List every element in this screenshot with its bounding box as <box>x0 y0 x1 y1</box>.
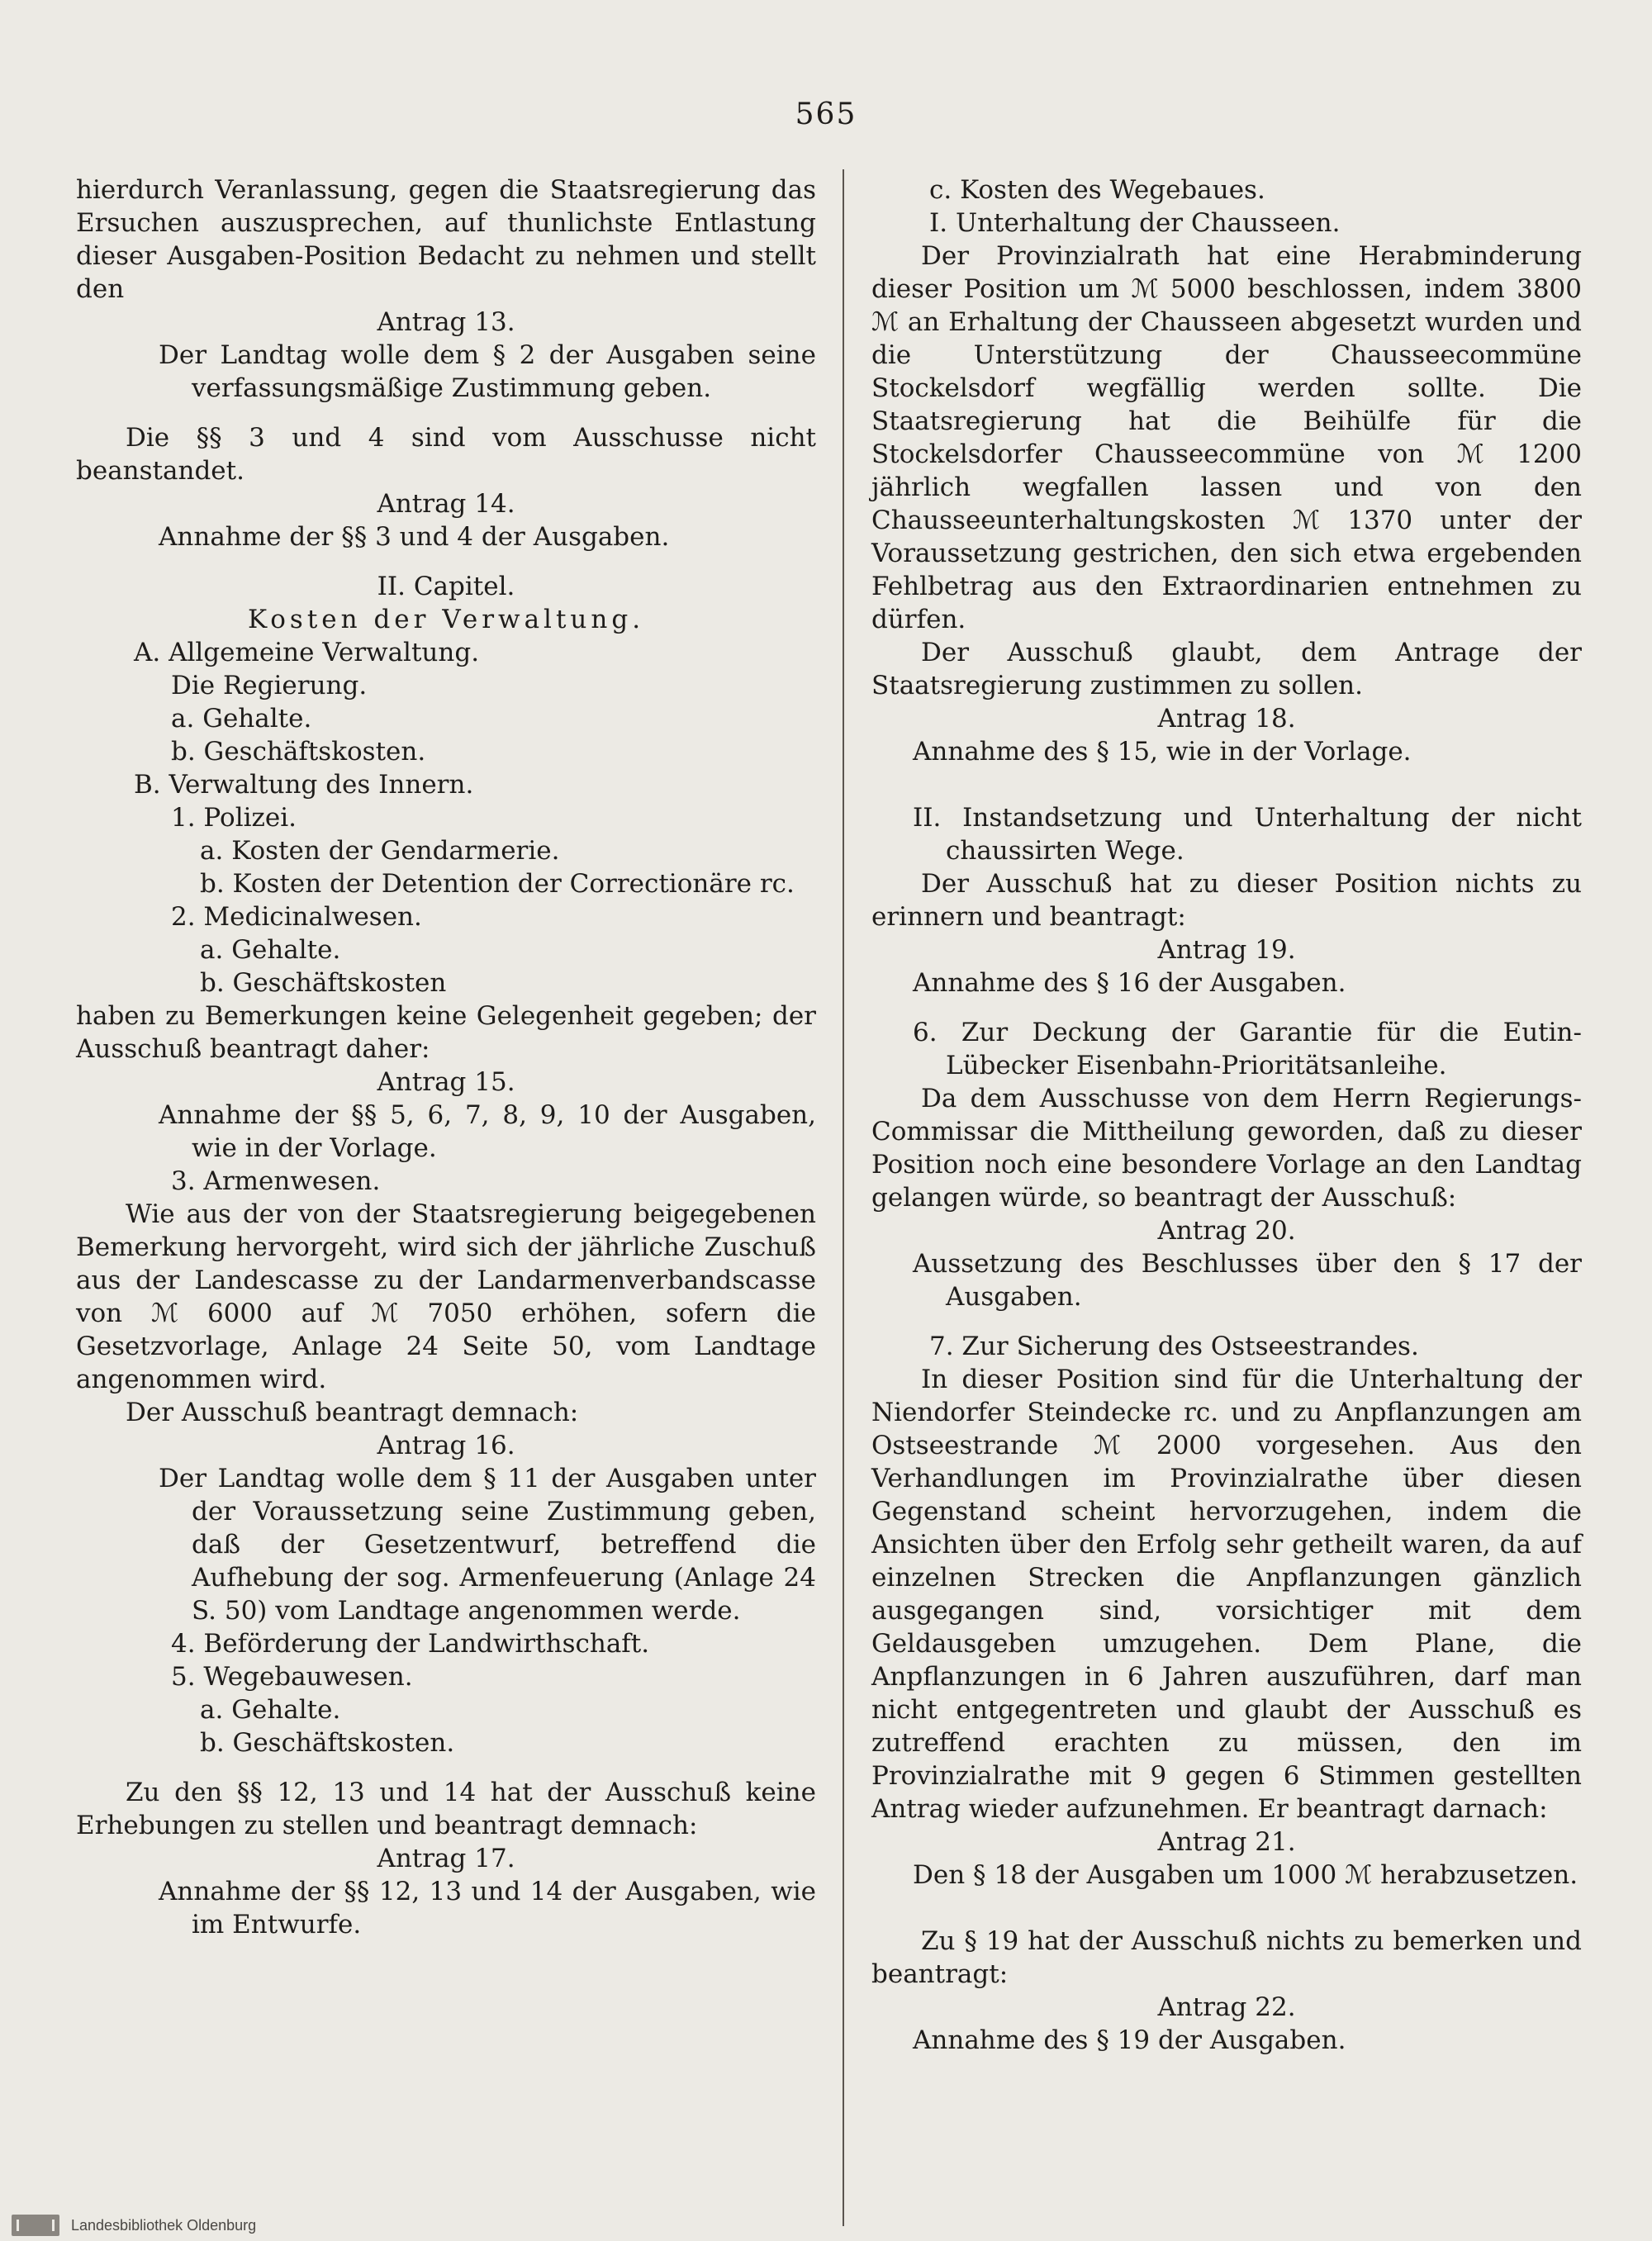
paragraph: Annahme der §§ 12, 13 und 14 der Ausgaben, wie im Entwurfe. <box>159 1877 816 1940</box>
paragraph: Wie aus der von der Staatsregierung beigegebenen Bemerkung hervorgeht, wird sich der jährliche Zuschuß aus der Landescasse zu der Landarmenverbandscasse von ℳ 6000 auf ℳ 7050 erhöhen, sofern die Gesetzvorlage, Anlage 24 Seite 50, vom Landtage angenommen wird. <box>76 1199 816 1394</box>
paragraph: Der Landtag wolle dem § 2 der Ausgaben seine verfassungsmäßige Zustimmung geben. <box>159 340 816 403</box>
paragraph: Da dem Ausschusse von dem Herrn Regierungs-Commissar die Mittheilung geworden, daß zu dieser Position noch eine besondere Vorlage an den Landtag gelangen würde, so beantragt der Ausschuß: <box>871 1084 1582 1213</box>
paragraph: 6. Zur Deckung der Garantie für die Eutin-Lübecker Eisenbahn-Prioritätsanleihe. <box>913 1018 1582 1080</box>
library-footer <box>12 2214 256 2237</box>
paragraph: I. Unterhaltung der Chausseen. <box>929 208 1341 238</box>
paragraph: Zu § 19 hat der Ausschuß nichts zu bemerken und beantragt: <box>871 1926 1582 1989</box>
paragraph: 5. Wegebauwesen. <box>171 1662 413 1692</box>
paragraph: b. Geschäftskosten. <box>200 1728 455 1758</box>
paragraph: b. Geschäftskosten <box>200 968 447 998</box>
paragraph: Antrag 21. <box>1157 1827 1296 1857</box>
paragraph: Der Provinzialrath hat eine Herabminderung dieser Position um ℳ 5000 beschlossen, indem 3800 ℳ an Erhaltung der Chausseen abgesetzt wurden und die Unterstützung der Chausseecommüne Stockelsdorf wegfällig werden sollte. Die Staatsregierung hat die Beihülfe für die Stockelsdorfer Chausseecommüne von ℳ 1200 jährlich wegfallen lassen und von den Chausseeunterhaltungskosten ℳ 1370 unter der Voraussetzung gestrichen, den sich etwa ergebenden Fehlbetrag aus den Extraordinarien entnehmen zu dürfen. <box>871 241 1582 634</box>
paragraph: Antrag 19. <box>1157 935 1296 965</box>
paragraph: 7. Zur Sicherung des Ostseestrandes. <box>929 1332 1419 1361</box>
paragraph: Annahme der §§ 5, 6, 7, 8, 9, 10 der Ausgaben, wie in der Vorlage. <box>159 1100 816 1163</box>
paragraph: Annahme des § 16 der Ausgaben. <box>913 968 1346 998</box>
paragraph: Kosten der Verwaltung. <box>247 605 645 634</box>
paragraph: a. Gehalte. <box>171 704 312 734</box>
paragraph: Annahme des § 19 der Ausgaben. <box>913 2025 1346 2055</box>
paragraph: 3. Armenwesen. <box>171 1166 381 1196</box>
paragraph: b. Kosten der Detention der Correctionäre rc. <box>200 869 795 899</box>
column-divider <box>843 169 844 2226</box>
left-column <box>76 173 816 1941</box>
paragraph: Der Landtag wolle dem § 11 der Ausgaben unter der Voraussetzung seine Zustimmung geben, daß der Gesetzentwurf, betreffend die Aufhebung der sog. Armenfeuerung (Anlage 24 S. 50) vom Landtage angenommen werde. <box>159 1464 816 1626</box>
paragraph: Annahme der §§ 3 und 4 der Ausgaben. <box>159 522 670 552</box>
paragraph: Antrag 16. <box>377 1431 515 1460</box>
paragraph: Der Ausschuß hat zu dieser Position nichts zu erinnern und beantragt: <box>871 869 1582 932</box>
paragraph: a. Gehalte. <box>200 935 341 965</box>
paragraph: Zu den §§ 12, 13 und 14 hat der Ausschuß keine Erhebungen zu stellen und beantragt demnach: <box>76 1778 816 1840</box>
paragraph: II. Instandsetzung und Unterhaltung der nicht chaussirten Wege. <box>913 803 1582 866</box>
paragraph: Die §§ 3 und 4 sind vom Ausschusse nicht beanstandet. <box>76 423 816 486</box>
paragraph: hierdurch Veranlassung, gegen die Staatsregierung das Ersuchen auszusprechen, auf thunlichste Entlastung dieser Ausgaben-Position Bedacht zu nehmen und stellt den <box>76 175 816 304</box>
paragraph: Den § 18 der Ausgaben um 1000 ℳ herabzusetzen. <box>913 1860 1578 1890</box>
paragraph: B. Verwaltung des Innern. <box>134 770 474 800</box>
paragraph: a. Gehalte. <box>200 1695 341 1725</box>
paragraph: Antrag 14. <box>377 489 515 519</box>
paragraph: Antrag 17. <box>377 1844 515 1873</box>
library-name: Landesbibliothek Oldenburg <box>71 2216 257 2234</box>
paragraph: Der Ausschuß beantragt demnach: <box>126 1398 579 1427</box>
paragraph: Antrag 22. <box>1157 1992 1296 2022</box>
library-logo-icon <box>12 2215 59 2236</box>
right-column <box>871 173 1582 2057</box>
paragraph: Antrag 20. <box>1157 1216 1296 1246</box>
paragraph: 4. Beförderung der Landwirthschaft. <box>171 1629 650 1659</box>
paragraph: A. Allgemeine Verwaltung. <box>134 638 480 667</box>
paragraph: a. Kosten der Gendarmerie. <box>200 836 560 866</box>
page-number: 565 <box>795 97 857 131</box>
paragraph: II. Capitel. <box>377 572 515 601</box>
paragraph: Annahme des § 15, wie in der Vorlage. <box>913 737 1412 767</box>
paragraph: Antrag 18. <box>1157 704 1296 734</box>
paragraph: Der Ausschuß glaubt, dem Antrage der Staatsregierung zustimmen zu sollen. <box>871 638 1582 700</box>
paragraph: haben zu Bemerkungen keine Gelegenheit gegeben; der Ausschuß beantragt daher: <box>76 1001 816 1064</box>
paragraph: Antrag 15. <box>377 1067 515 1097</box>
paragraph: b. Geschäftskosten. <box>171 737 426 767</box>
paragraph: c. Kosten des Wegebaues. <box>929 175 1265 205</box>
paragraph: Aussetzung des Beschlusses über den § 17 der Ausgaben. <box>913 1249 1582 1312</box>
paragraph: In dieser Position sind für die Unterhaltung der Niendorfer Steindecke rc. und zu Anpflanzungen am Ostseestrande ℳ 2000 vorgesehen. Aus den Verhandlungen im Provinzialrathe über diesen Gegenstand scheint hervorzugehen, indem die Ansichten über den Erfolg sehr getheilt waren, da auf einzelnen Strecken die Anpflanzungen gänzlich ausgegangen sind, vorsichtiger mit dem Geldausgeben umzugehen. Dem Plane, die Anpflanzungen in 6 Jahren auszuführen, darf man nicht entgegentreten und glaubt der Ausschuß es zutreffend erachten zu müssen, den im Provinzialrathe mit 9 gegen 6 Stimmen gestellten Antrag wieder aufzunehmen. Er beantragt darnach: <box>871 1365 1582 1824</box>
paragraph: 2. Medicinalwesen. <box>171 902 422 932</box>
paragraph: Die Regierung. <box>171 671 368 700</box>
paragraph: Antrag 13. <box>377 307 515 337</box>
paragraph: 1. Polizei. <box>171 803 297 833</box>
